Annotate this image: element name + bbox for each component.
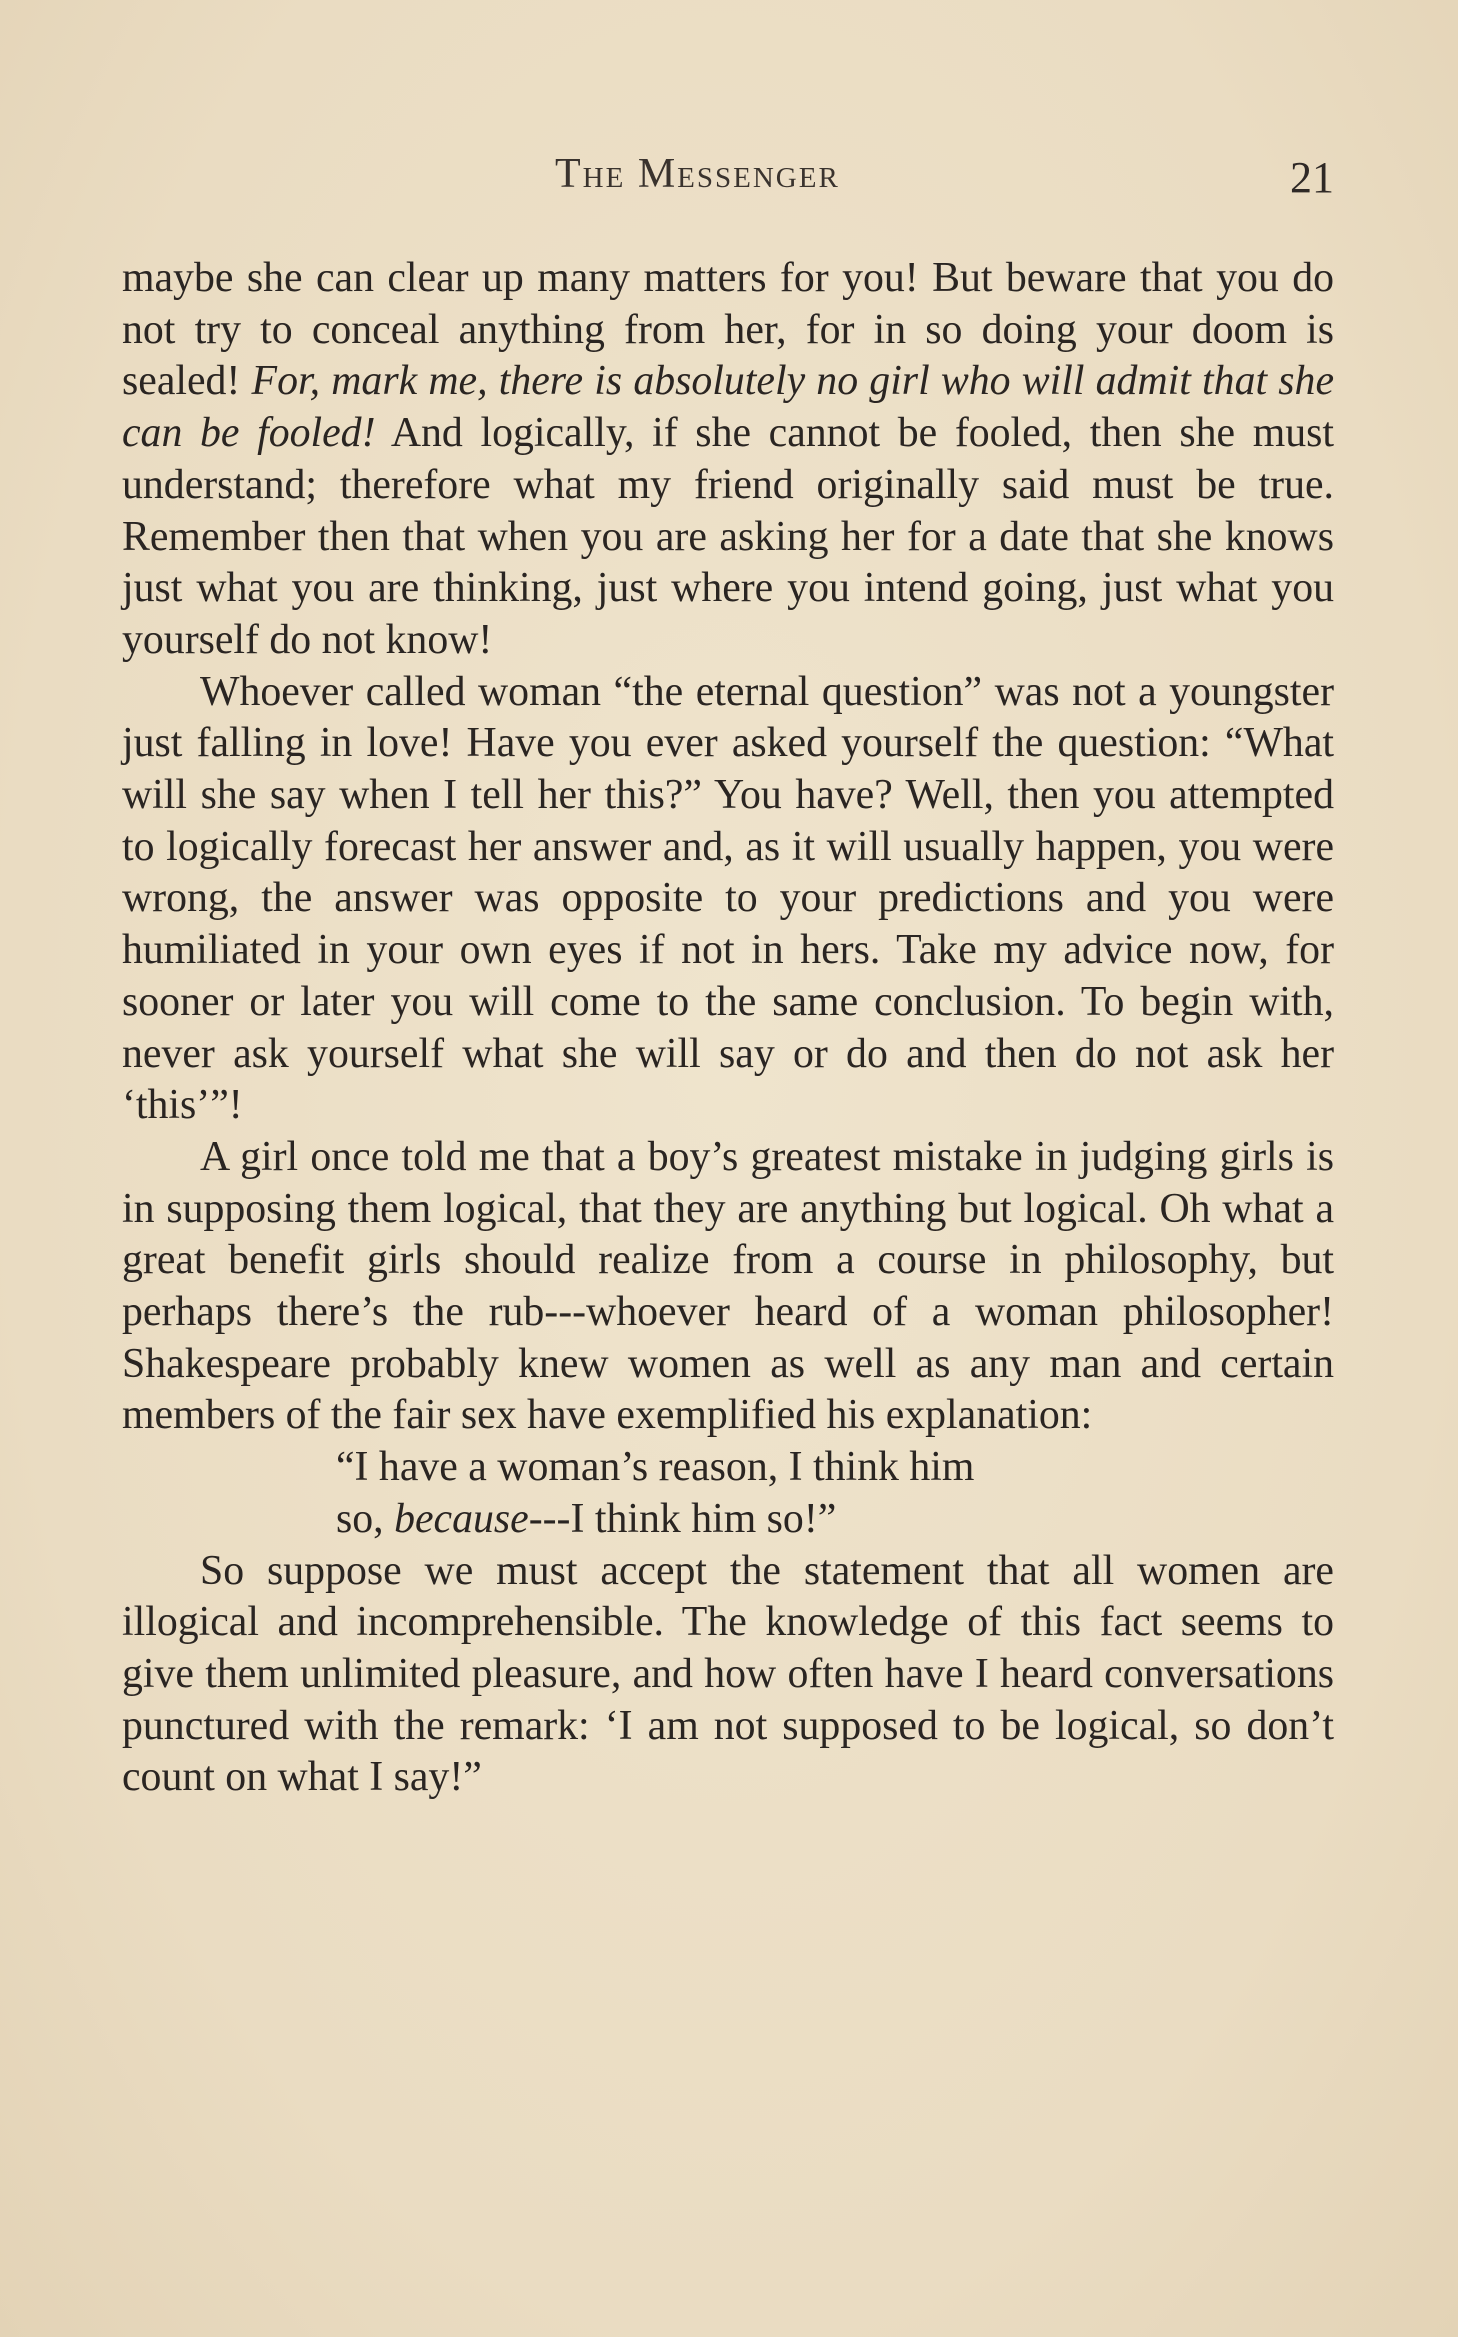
paragraph-1-text-a: maybe she can clear up many matters for you! But beware that you do not try to conceal anything from her, for in so doing your doom is sealed!: [122, 255, 1334, 405]
shakespeare-quote: [122, 1442, 1334, 1545]
running-title: The Messenger: [555, 151, 840, 197]
page-number: 21: [1290, 153, 1334, 202]
quote-line-2-italic: because: [394, 1495, 529, 1542]
paragraph-3: A girl once told me that a boy’s greatest mistake in judging girls is in supposing them logical, that they are anything but logical. Oh what a great benefit girls should realize from a course in philosophy, but perhaps there’s the rub---whoever heard of a woman philosopher! Shakespeare probably knew women as well as any man and certain members of the fair sex have exemplified his explanation:: [122, 1133, 1334, 1439]
quote-line-2-a: so,: [336, 1495, 395, 1542]
paragraph-1-italic: For, mark me, there is absolutely no girl who will admit that she can be fooled!: [122, 358, 1334, 457]
paragraph-4: So suppose we must accept the statement that all women are illogical and incomprehensible. The knowledge of this fact seems to give them unlimited pleasure, and how often have I heard conversations punctured with the remark: ‘I am not supposed to be logical, so don’t count on what I say!”: [122, 1547, 1334, 1801]
body-text: [122, 253, 1334, 1804]
quote-line-2-c: ---I think him so!”: [528, 1495, 837, 1542]
quote-line-2: [336, 1494, 1334, 1546]
paragraph-1: [122, 253, 1334, 667]
paragraph-2: Whoever called woman “the eternal question” was not a youngster just falling in love! Have you ever asked yourself the question: “What will she say when I tell her this?” You have? Well, then you attempted to logically forecast her answer and, as it will usually happen, you were wrong, the answer was opposite to your predictions and you were humiliated in your own eyes if not in hers. Take my advice now, for sooner or later you will come to the same conclusion. To begin with, never ask yourself what she will say or do and then do not ask her ‘this’”!: [122, 668, 1334, 1129]
paragraph-1-text-c: And logically, if she cannot be fooled, then she must understand; therefore what my friend originally said must be true. Remember then that when you are asking her for a date that she knows just what you are thinking, just where you intend going, just what you yourself do not know!: [122, 410, 1334, 663]
quote-line-1: “I have a woman’s reason, I think him: [336, 1444, 975, 1491]
